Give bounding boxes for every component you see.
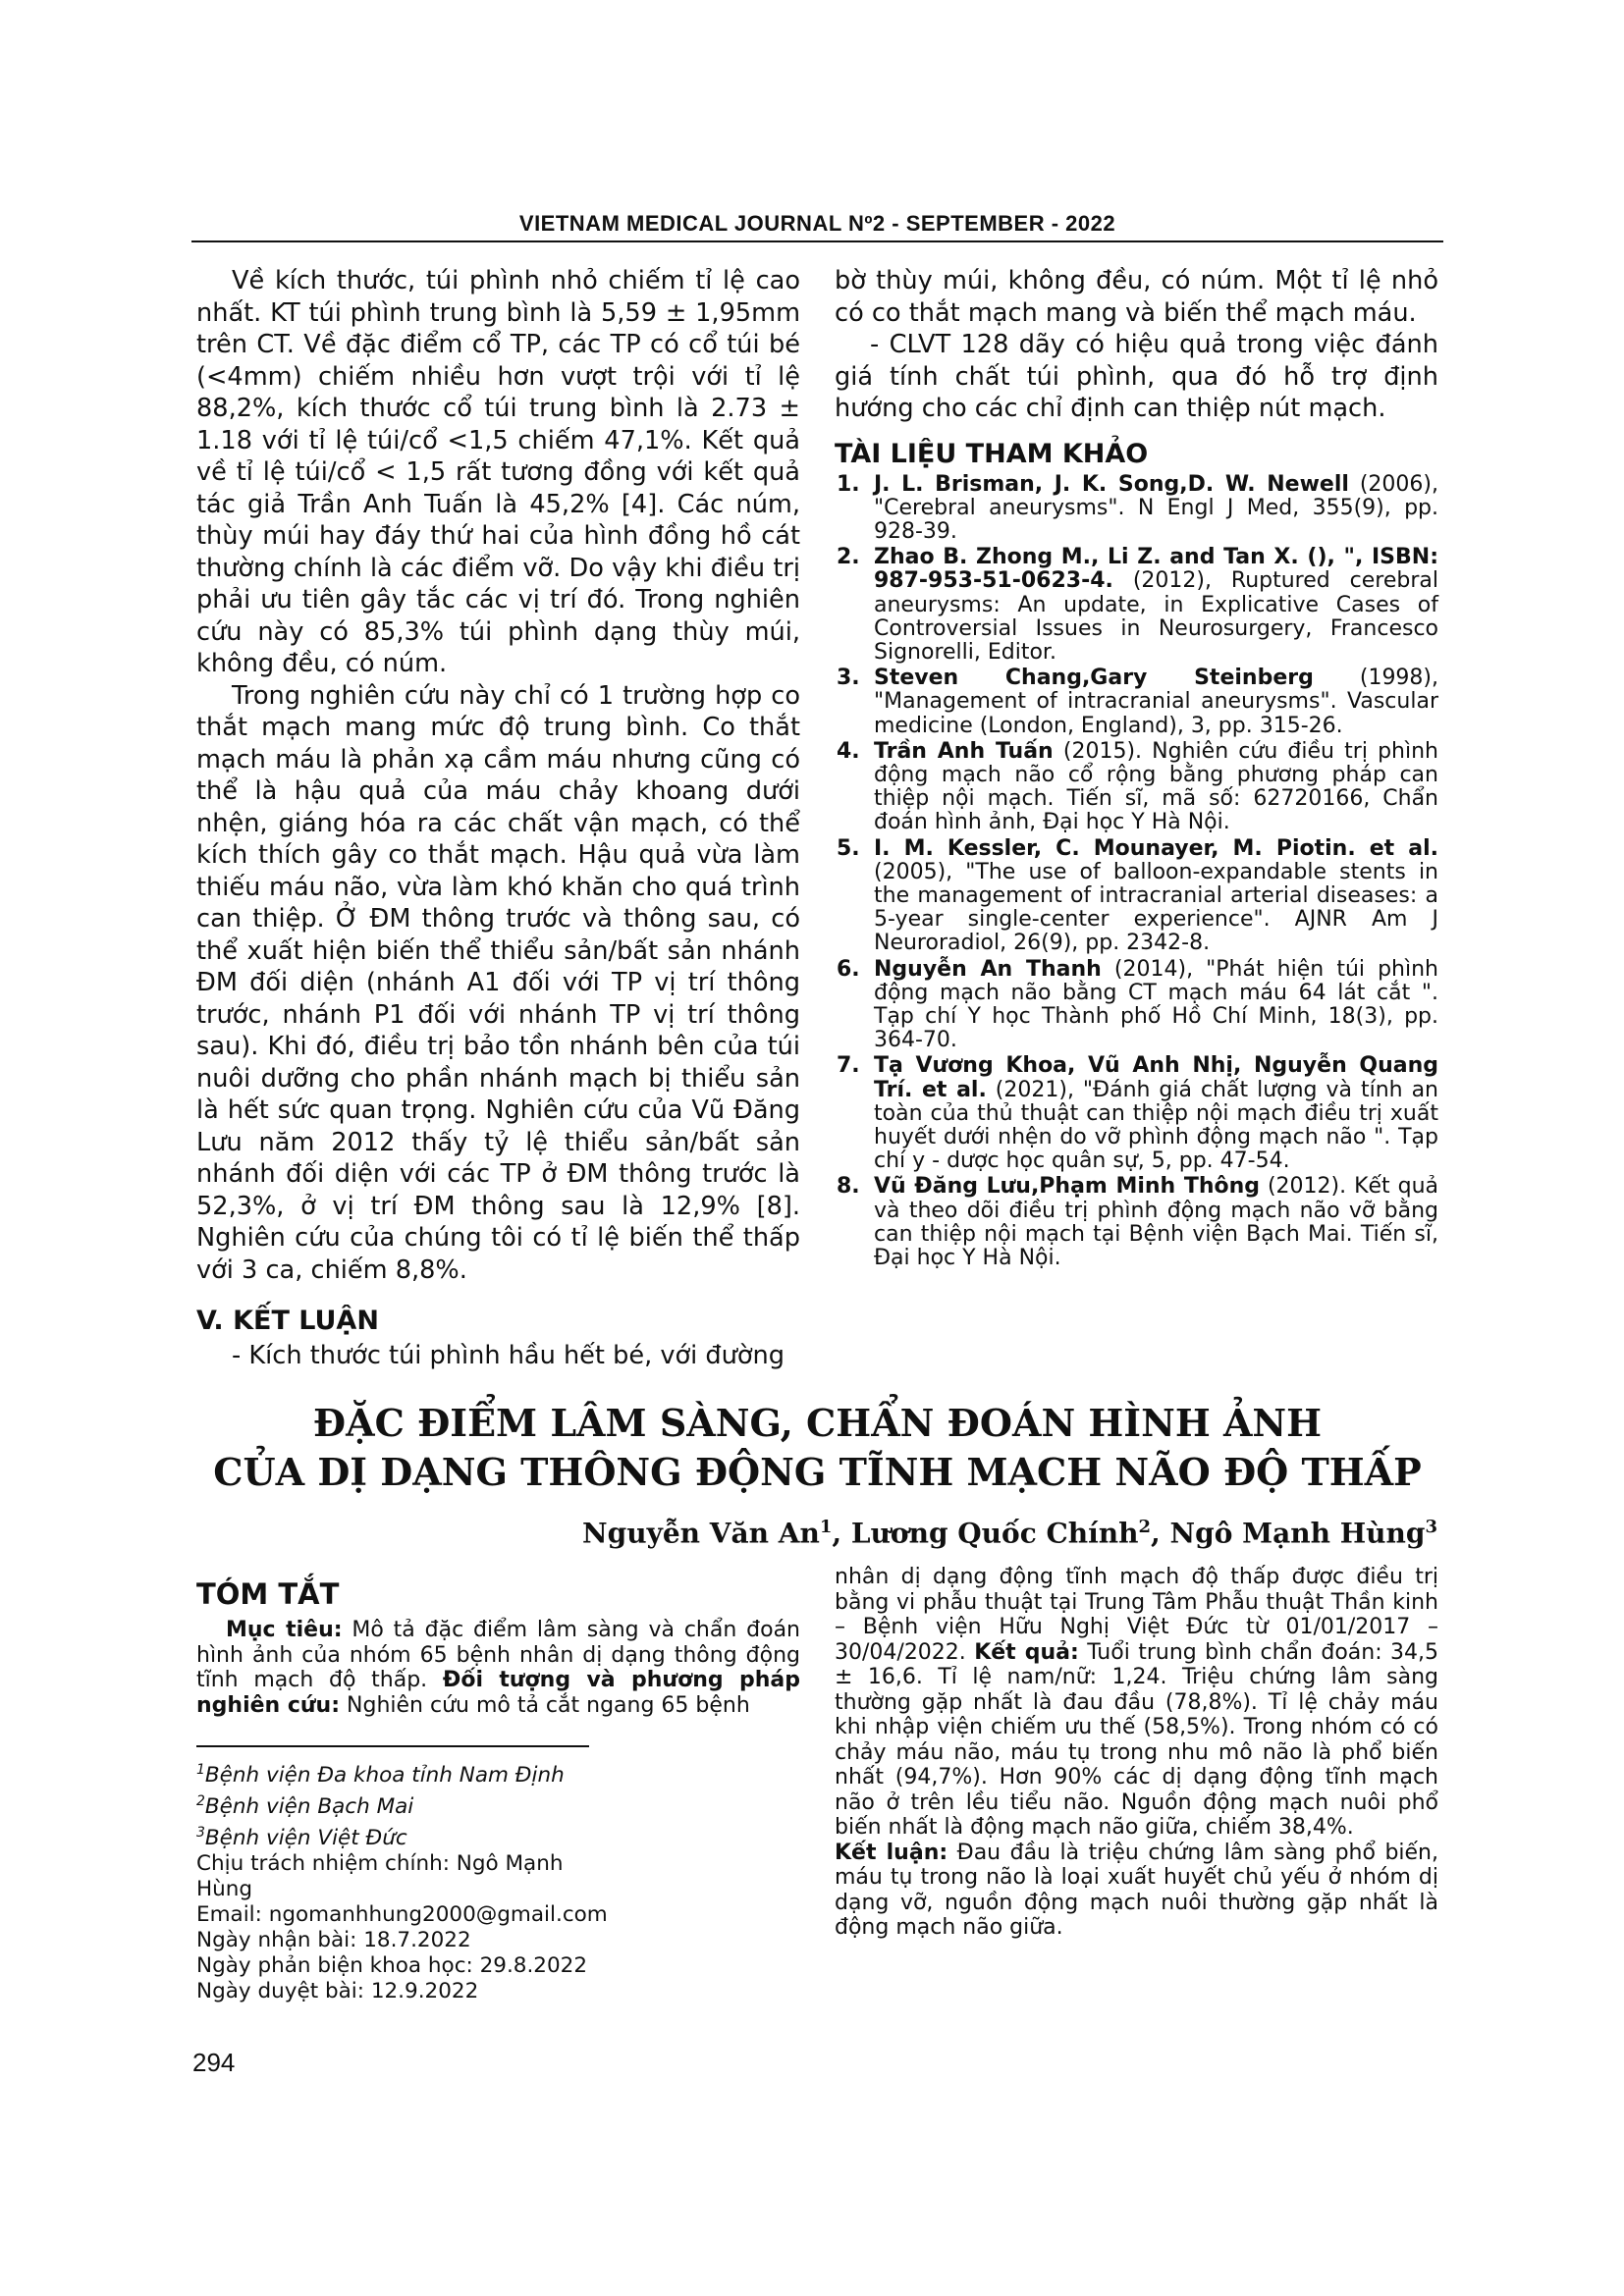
reference-number: 6. <box>837 956 860 982</box>
abstract-methods-text: Nghiên cứu mô tả cắt ngang 65 bệnh <box>340 1692 750 1718</box>
author-separator: , <box>1151 1517 1170 1550</box>
references-list <box>835 473 1438 1271</box>
reference-item <box>835 740 1438 835</box>
right-column <box>835 265 1438 1272</box>
reference-details: (2006), "Cerebral aneurysms". N Engl J Med, 355(9), pp. 928-39. <box>874 471 1438 544</box>
header-rule <box>191 240 1443 242</box>
reference-number: 4. <box>837 738 860 764</box>
conclusion-paragraph-start: - Kích thước túi phình hầu hết bé, với đường <box>232 1341 785 1370</box>
reference-authors: Steven Chang,Gary Steinberg <box>874 666 1314 691</box>
abstract-heading: TÓM TẮT <box>196 1577 340 1611</box>
abstract-label-objective: Mục tiêu: <box>226 1618 343 1642</box>
reference-authors: Vũ Đăng Lưu,Phạm Minh Thông <box>874 1174 1261 1200</box>
reference-authors: J. L. Brisman, J. K. Song,D. W. Newell <box>874 471 1349 497</box>
author-name: Ngô Mạnh Hùng <box>1169 1517 1426 1550</box>
article-title <box>196 1399 1438 1497</box>
reference-details: (2012), Ruptured cerebral aneurysms: An update, in Explicative Cases of Controversial Issues in Neurosurgery, Francesco Signorelli, Editor. <box>874 568 1438 665</box>
abstract-label-conclusion: Kết luận: <box>835 1840 948 1865</box>
body-paragraph-1: Về kích thước, túi phình nhỏ chiếm tỉ lệ cao nhất. KT túi phình trung bình là 5,59 ± 1,95mm trên CT. Về đặc điểm cổ TP, các TP có cổ túi bé (<4mm) chiếm nhiều hơn vượt trội với tỉ lệ 88,2%, kích thước cổ túi trung bình là 2.73 ± 1.18 với tỉ lệ túi/cổ <1,5 chiếm 47,1%. Kết quả về tỉ lệ túi/cổ < 1,5 rất tương đồng với kết quả tác giả Trần Anh Tuấn là 45,2% [4]. Các núm, thùy múi hay đáy thứ hai của hình đồng hồ cát thường chính là các điểm vỡ. Do vậy khi điều trị phải ưu tiên gây tắc các vị trí đó. Trong nghiên cứu này có 85,3% túi phình dạng thùy múi, không đều, có núm. <box>196 266 800 678</box>
corresponding-author: Chịu trách nhiệm chính: Ngô Mạnh Hùng <box>196 1851 564 1902</box>
author-name: Lương Quốc Chính <box>850 1517 1139 1550</box>
reference-number: 2. <box>837 545 860 570</box>
author-list <box>582 1517 1437 1549</box>
corresponding-email: Email: ngomanhhung2000@gmail.com <box>196 1902 608 1928</box>
affiliation-1 <box>196 1757 609 1789</box>
abstract-label-methods: Đối tượng và phương pháp nghiên cứu: <box>196 1668 801 1718</box>
reference-details: (1998), "Management of intracranial aneurysms". Vascular medicine (London, England), 3, pp. 315-26. <box>874 666 1439 738</box>
reference-item <box>835 1175 1438 1270</box>
affiliation-mark: 1 <box>196 1762 205 1778</box>
reference-details: (2012). Kết quả và theo dõi điều trị phình động mạch não vỡ bằng can thiệp nội mạch tại Bệnh viện Bạch Mai. Tiến sĩ, Đại học Y Hà Nội. <box>874 1174 1438 1270</box>
abstract-left-text <box>196 1618 800 1718</box>
reference-item <box>835 958 1438 1053</box>
reference-item <box>835 473 1438 545</box>
date-received: Ngày nhận bài: 18.7.2022 <box>196 1928 471 1953</box>
reference-item <box>835 837 1438 956</box>
reference-authors: Zhao B. Zhong M., Li Z. and Tan X. (), ", ISBN: 987-953-51-0623-4. <box>874 545 1438 594</box>
reference-details: (2005), "The use of balloon-expandable stents in the management of intracranial arterial diseases: a 5-year single-center experience". AJNR Am J Neuroradiol, 26(9), pp. 2342-8. <box>874 859 1438 956</box>
author-affiliation-mark: 3 <box>1425 1517 1437 1537</box>
author-affiliation-mark: 2 <box>1138 1517 1152 1537</box>
journal-header: VIETNAM MEDICAL JOURNAL Nº2 - SEPTEMBER - 2022 <box>518 211 1116 236</box>
left-column <box>196 265 800 1372</box>
reference-authors: Tạ Vương Khoa, Vũ Anh Nhị, Nguyễn Quang Trí. et al. <box>874 1053 1438 1102</box>
reference-number: 3. <box>837 666 860 691</box>
reference-number: 1. <box>837 471 860 497</box>
references-heading: TÀI LIỆU THAM KHẢO <box>835 438 1149 469</box>
abstract-right-text <box>835 1565 1438 1941</box>
author-affiliation-mark: 1 <box>819 1517 833 1537</box>
article-title-line-2: CỦA DỊ DẠNG THÔNG ĐỘNG TĨNH MẠCH NÃO ĐỘ THẤP <box>213 1450 1422 1494</box>
abstract-conclusion-text: Đau đầu là triệu chứng lâm sàng phổ biến, máu tụ trong não là loại xuất huyết chủ yếu ở nhóm dị dạng vỡ, nguồn động mạch nuôi thường gặp nhất là động mạch não giữa. <box>835 1840 1438 1940</box>
footnotes <box>196 1757 609 2004</box>
affiliation-3 <box>196 1820 609 1851</box>
abstract-objective-text: Mô tả đặc điểm lâm sàng và chẩn đoán hình ảnh của nhóm 65 bệnh nhân dị dạng thông động tĩnh mạch độ thấp. <box>196 1618 800 1692</box>
reference-authors: Nguyễn An Thanh <box>874 956 1102 982</box>
body-paragraph-2: Trong nghiên cứu này chỉ có 1 trường hợp co thắt mạch mang mức độ trung bình. Co thắt mạch máu là phản xạ cầm máu nhưng cũng có thể là hậu quả của máu chảy khoang dưới nhện, giáng hóa ra các chất vận mạch, có thể kích thích gây co thắt mạch. Hậu quả vừa làm thiếu máu não, vừa làm khó khăn cho quá trình can thiệp. Ở ĐM thông trước và thông sau, có thể xuất hiện biến thể thiểu sản/bất sản nhánh ĐM đối diện (nhánh A1 đối với TP vị trí thông trước, nhánh P1 đối với nhánh TP vị trí thông sau). Khi đó, điều trị bảo tồn nhánh bên của túi nuôi dưỡng cho phần nhánh mạch bị thiểu sản là hết sức quan trọng. Nghiên cứu của Vũ Đăng Lưu năm 2012 thấy tỷ lệ thiểu sản/bất sản nhánh đối diện với các TP ở ĐM thông trước là 52,3%, ở vị trí ĐM thông sau là 12,9% [8]. Nghiên cứu của chúng tôi có tỉ lệ biến thể thấp với 3 ca, chiếm 8,8%. <box>196 680 800 1285</box>
reference-number: 8. <box>837 1174 860 1200</box>
reference-number: 5. <box>837 835 860 861</box>
conclusion-paragraph-2: - CLVT 128 dãy có hiệu quả trong việc đánh giá tính chất túi phình, qua đó hỗ trợ định hướng cho các chỉ định can thiệp nút mạch. <box>835 330 1438 423</box>
conclusion-paragraph-cont: bờ thùy múi, không đều, có núm. Một tỉ lệ nhỏ có co thắt mạch mang và biến thể mạch máu. <box>835 266 1438 328</box>
affiliation-mark: 2 <box>196 1793 205 1810</box>
affiliation-2 <box>196 1789 609 1820</box>
reference-details: (2014), "Phát hiện túi phình động mạch não bằng CT mạch máu 64 lát cắt ". Tạp chí Y học Thành phố Hồ Chí Minh, 18(3), pp. 364-70. <box>874 956 1438 1053</box>
reference-item <box>835 667 1438 738</box>
affiliation-mark: 3 <box>196 1825 205 1842</box>
abstract-results-text: Tuổi trung bình chẩn đoán: 34,5 ± 16,6. Tỉ lệ nam/nữ: 1,24. Triệu chứng lâm sàng thường gặp nhất là đau đầu (78,8%). Tỉ lệ chảy máu khi nhập viện chiếm ưu thế (58,5%). Trong nhóm có có chảy máu não, máu tụ trong nhu mô não là phổ biến nhất (94,7%). Hơn 90% các dị dạng động tĩnh mạch não ở trên lều tiểu não. Nguồn động mạch nuôi phổ biến nhất là động mạch não giữa, chiếm 38,4%. <box>835 1639 1438 1840</box>
reference-details: (2021), "Đánh giá chất lượng và tính an toàn của thủ thuật can thiệp nội mạch điều trị xuất huyết dưới nhện do vỡ phình động mạch não ". Tạp chí y - dược học quân sự, 5, pp. 47-54. <box>874 1077 1438 1174</box>
affiliation-name: Bệnh viện Đa khoa tỉnh Nam Định <box>204 1763 565 1789</box>
reference-number: 7. <box>837 1053 860 1079</box>
reference-authors: I. M. Kessler, C. Mounayer, M. Piotin. et al. <box>874 835 1438 861</box>
article-title-line-1: ĐẶC ĐIỂM LÂM SÀNG, CHẨN ĐOÁN HÌNH ẢNH <box>312 1401 1323 1445</box>
author-name: Nguyễn Văn An <box>582 1517 820 1550</box>
reference-item <box>835 546 1438 665</box>
date-accepted: Ngày duyệt bài: 12.9.2022 <box>196 1979 479 2004</box>
reference-details: (2015). Nghiên cứu điều trị phình động mạch não cổ rộng bằng phương pháp can thiệp nội mạch. Tiến sĩ, mã số: 62720166, Chẩn đoán hình ảnh, Đại học Y Hà Nội. <box>874 738 1438 835</box>
affiliation-name: Bệnh viện Bạch Mai <box>204 1794 414 1820</box>
page-number: 294 <box>192 2048 236 2077</box>
date-reviewed: Ngày phản biện khoa học: 29.8.2022 <box>196 1953 588 1979</box>
reference-item <box>835 1054 1438 1173</box>
conclusion-heading: V. KẾT LUẬN <box>196 1306 379 1336</box>
affiliation-name: Bệnh viện Việt Đức <box>204 1826 407 1851</box>
abstract-methods-cont: nhân dị dạng động tĩnh mạch độ thấp được điều trị bằng vi phẫu thuật tại Trung Tâm Phẫu thuật Thần kinh – Bệnh viện Hữu Nghị Việt Đức từ 01/01/2017 – 30/04/2022. <box>835 1565 1438 1665</box>
abstract-label-results: Kết quả: <box>974 1639 1079 1665</box>
reference-authors: Trần Anh Tuấn <box>874 738 1054 764</box>
footnote-rule <box>196 1745 589 1747</box>
author-separator: , <box>832 1517 851 1550</box>
